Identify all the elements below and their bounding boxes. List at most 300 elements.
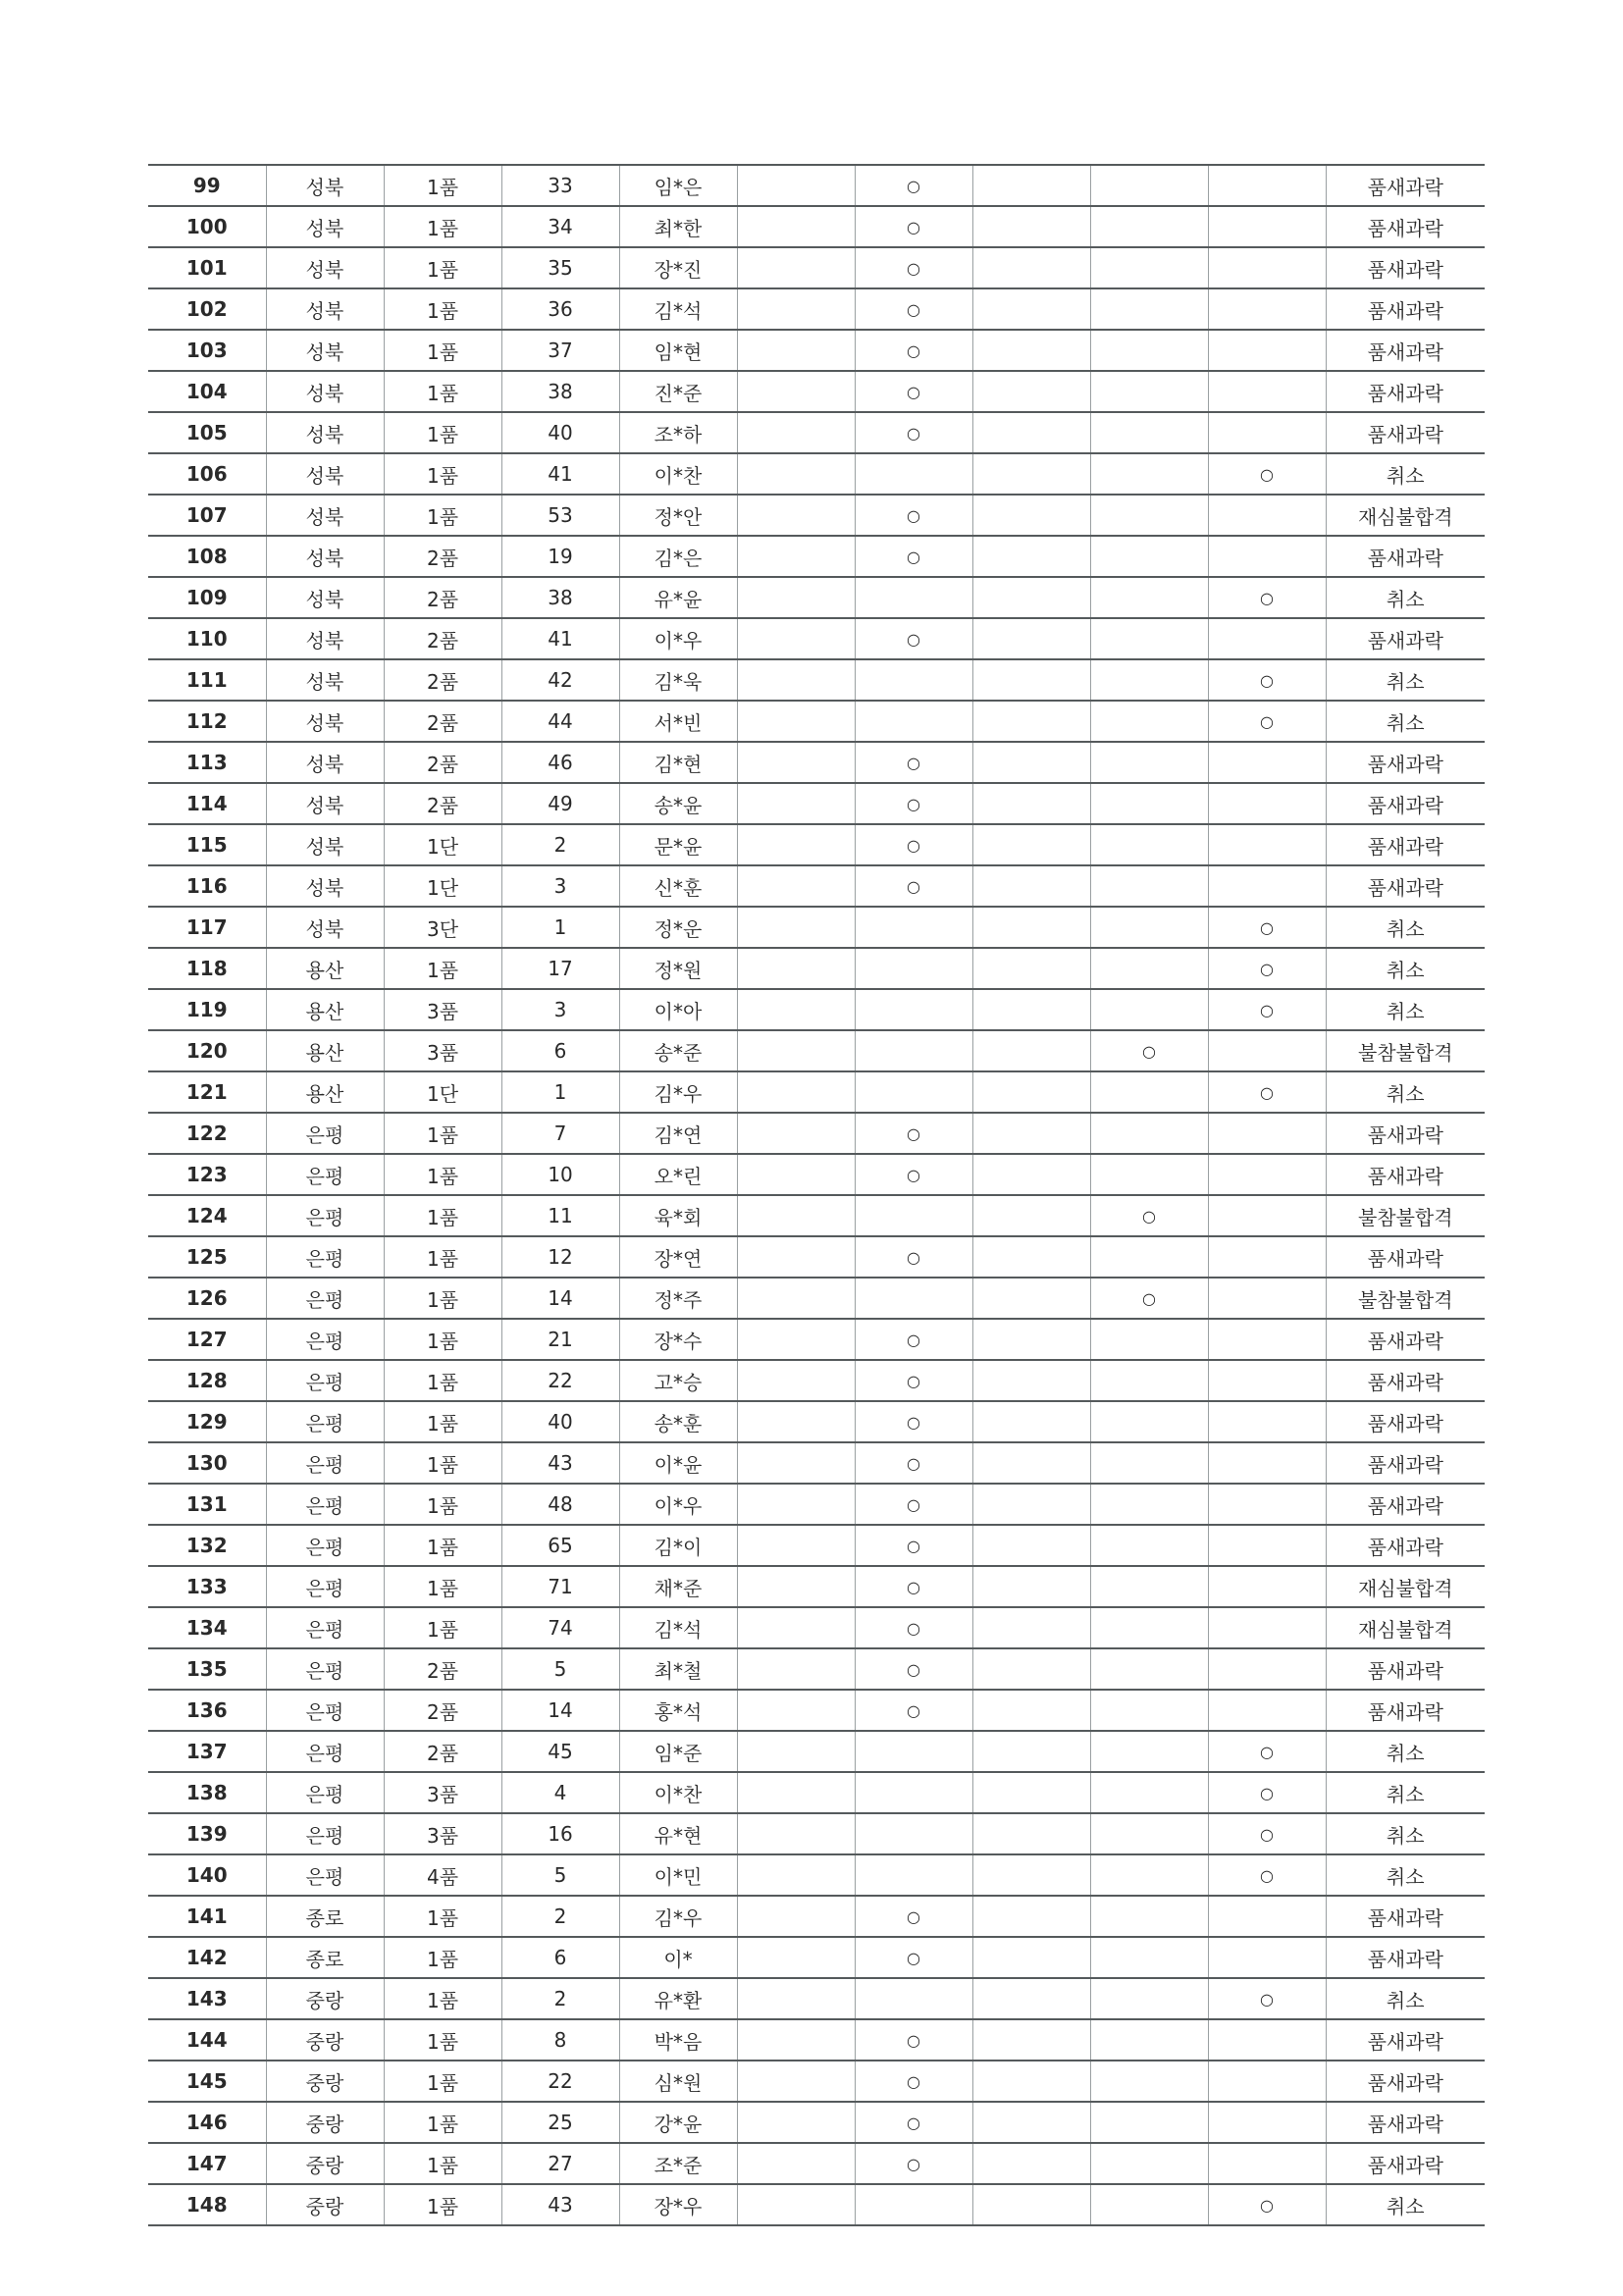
col-blank-cell [737, 1030, 855, 1071]
fail-mark-cell: ○ [855, 1896, 972, 1937]
col-blank-2-cell [972, 165, 1090, 206]
district-cell: 은평 [266, 1154, 384, 1195]
row-number-cell: 101 [148, 247, 266, 288]
grade-cell: 1품 [384, 1401, 501, 1442]
applicant-number-cell: 34 [501, 206, 619, 247]
row-number-cell: 110 [148, 618, 266, 659]
grade-cell: 1품 [384, 1607, 501, 1648]
district-cell: 용산 [266, 989, 384, 1030]
cancel-mark-cell [1208, 865, 1326, 907]
absent-mark-cell [1090, 247, 1208, 288]
result-cell: 품새과락 [1326, 1690, 1485, 1731]
applicant-number-cell: 22 [501, 1360, 619, 1401]
col-blank-2-cell [972, 1896, 1090, 1937]
cancel-mark-cell [1208, 618, 1326, 659]
fail-mark-cell: ○ [855, 1154, 972, 1195]
col-blank-2-cell [972, 1442, 1090, 1484]
table-row [148, 453, 1485, 495]
absent-mark-cell [1090, 2061, 1208, 2102]
row-number-cell: 130 [148, 1442, 266, 1484]
name-cell: 송*준 [619, 1030, 737, 1071]
name-cell: 김*욱 [619, 659, 737, 701]
col-blank-cell [737, 1195, 855, 1236]
cancel-mark-cell [1208, 824, 1326, 865]
result-cell: 품새과락 [1326, 618, 1485, 659]
col-blank-cell [737, 288, 855, 330]
absent-mark-cell: ○ [1090, 1278, 1208, 1319]
table-row [148, 330, 1485, 371]
cancel-mark-cell: ○ [1208, 701, 1326, 742]
cancel-mark-cell [1208, 1442, 1326, 1484]
result-cell: 취소 [1326, 948, 1485, 989]
col-blank-cell [737, 1401, 855, 1442]
absent-mark-cell [1090, 1113, 1208, 1154]
row-number-cell: 126 [148, 1278, 266, 1319]
name-cell: 이*찬 [619, 1772, 737, 1813]
col-blank-cell [737, 2143, 855, 2184]
fail-mark-cell [855, 948, 972, 989]
applicant-number-cell: 53 [501, 495, 619, 536]
row-number-cell: 120 [148, 1030, 266, 1071]
absent-mark-cell [1090, 701, 1208, 742]
applicant-number-cell: 8 [501, 2019, 619, 2061]
row-number-cell: 117 [148, 907, 266, 948]
applicant-number-cell: 12 [501, 1236, 619, 1278]
absent-mark-cell [1090, 165, 1208, 206]
cancel-mark-cell [1208, 1566, 1326, 1607]
applicant-number-cell: 35 [501, 247, 619, 288]
cancel-mark-cell [1208, 165, 1326, 206]
district-cell: 중랑 [266, 2184, 384, 2225]
table-row [148, 742, 1485, 783]
grade-cell: 1품 [384, 371, 501, 412]
grade-cell: 1품 [384, 165, 501, 206]
row-number-cell: 144 [148, 2019, 266, 2061]
fail-mark-cell [855, 1731, 972, 1772]
result-cell: 취소 [1326, 577, 1485, 618]
col-blank-cell [737, 1607, 855, 1648]
grade-cell: 1단 [384, 865, 501, 907]
table-row [148, 1690, 1485, 1731]
applicant-number-cell: 74 [501, 1607, 619, 1648]
col-blank-2-cell [972, 989, 1090, 1030]
result-cell: 품새과락 [1326, 412, 1485, 453]
applicant-number-cell: 11 [501, 1195, 619, 1236]
row-number-cell: 147 [148, 2143, 266, 2184]
cancel-mark-cell [1208, 1154, 1326, 1195]
applicant-number-cell: 5 [501, 1854, 619, 1896]
result-cell: 품새과락 [1326, 206, 1485, 247]
grade-cell: 4품 [384, 1854, 501, 1896]
fail-mark-cell: ○ [855, 1236, 972, 1278]
absent-mark-cell [1090, 1648, 1208, 1690]
name-cell: 이*우 [619, 618, 737, 659]
col-blank-cell [737, 1896, 855, 1937]
applicant-number-cell: 44 [501, 701, 619, 742]
col-blank-2-cell [972, 1484, 1090, 1525]
district-cell: 은평 [266, 1772, 384, 1813]
fail-mark-cell: ○ [855, 1690, 972, 1731]
absent-mark-cell [1090, 1813, 1208, 1854]
row-number-cell: 124 [148, 1195, 266, 1236]
cancel-mark-cell [1208, 247, 1326, 288]
table-row [148, 206, 1485, 247]
result-cell: 품새과락 [1326, 1236, 1485, 1278]
district-cell: 은평 [266, 1236, 384, 1278]
col-blank-2-cell [972, 577, 1090, 618]
grade-cell: 3품 [384, 1030, 501, 1071]
cancel-mark-cell [1208, 1319, 1326, 1360]
applicant-number-cell: 7 [501, 1113, 619, 1154]
fail-mark-cell: ○ [855, 412, 972, 453]
col-blank-cell [737, 1442, 855, 1484]
name-cell: 임*현 [619, 330, 737, 371]
applicant-number-cell: 6 [501, 1030, 619, 1071]
result-cell: 품새과락 [1326, 1154, 1485, 1195]
cancel-mark-cell [1208, 1937, 1326, 1978]
col-blank-cell [737, 1484, 855, 1525]
row-number-cell: 105 [148, 412, 266, 453]
cancel-mark-cell [1208, 371, 1326, 412]
grade-cell: 1품 [384, 2143, 501, 2184]
name-cell: 임*은 [619, 165, 737, 206]
row-number-cell: 115 [148, 824, 266, 865]
result-cell: 품새과락 [1326, 742, 1485, 783]
grade-cell: 2품 [384, 577, 501, 618]
grade-cell: 1품 [384, 1360, 501, 1401]
grade-cell: 1품 [384, 1525, 501, 1566]
result-cell: 재심불합격 [1326, 495, 1485, 536]
grade-cell: 1품 [384, 1442, 501, 1484]
name-cell: 육*회 [619, 1195, 737, 1236]
col-blank-cell [737, 618, 855, 659]
applicant-number-cell: 48 [501, 1484, 619, 1525]
absent-mark-cell [1090, 1690, 1208, 1731]
name-cell: 장*우 [619, 2184, 737, 2225]
col-blank-2-cell [972, 865, 1090, 907]
absent-mark-cell [1090, 989, 1208, 1030]
applicant-number-cell: 37 [501, 330, 619, 371]
table-row [148, 618, 1485, 659]
applicant-number-cell: 2 [501, 824, 619, 865]
cancel-mark-cell [1208, 1525, 1326, 1566]
col-blank-cell [737, 453, 855, 495]
col-blank-cell [737, 701, 855, 742]
result-cell: 품새과락 [1326, 1113, 1485, 1154]
result-cell: 재심불합격 [1326, 1607, 1485, 1648]
row-number-cell: 139 [148, 1813, 266, 1854]
col-blank-cell [737, 2184, 855, 2225]
row-number-cell: 122 [148, 1113, 266, 1154]
row-number-cell: 102 [148, 288, 266, 330]
result-cell: 품새과락 [1326, 1401, 1485, 1442]
name-cell: 김*은 [619, 536, 737, 577]
applicant-number-cell: 6 [501, 1937, 619, 1978]
grade-cell: 1품 [384, 1978, 501, 2019]
applicant-number-cell: 41 [501, 618, 619, 659]
col-blank-2-cell [972, 659, 1090, 701]
name-cell: 정*안 [619, 495, 737, 536]
col-blank-2-cell [972, 1731, 1090, 1772]
applicant-number-cell: 17 [501, 948, 619, 989]
row-number-cell: 118 [148, 948, 266, 989]
cancel-mark-cell [1208, 1195, 1326, 1236]
name-cell: 유*윤 [619, 577, 737, 618]
table-row [148, 989, 1485, 1030]
grade-cell: 1품 [384, 1896, 501, 1937]
district-cell: 은평 [266, 1690, 384, 1731]
applicant-number-cell: 21 [501, 1319, 619, 1360]
col-blank-cell [737, 2061, 855, 2102]
applicant-number-cell: 49 [501, 783, 619, 824]
fail-mark-cell [855, 453, 972, 495]
name-cell: 최*한 [619, 206, 737, 247]
col-blank-2-cell [972, 1195, 1090, 1236]
applicant-number-cell: 43 [501, 1442, 619, 1484]
cancel-mark-cell [1208, 1607, 1326, 1648]
district-cell: 성북 [266, 206, 384, 247]
col-blank-2-cell [972, 330, 1090, 371]
applicant-number-cell: 25 [501, 2102, 619, 2143]
col-blank-cell [737, 2102, 855, 2143]
district-cell: 용산 [266, 948, 384, 989]
name-cell: 김*석 [619, 1607, 737, 1648]
applicant-number-cell: 22 [501, 2061, 619, 2102]
district-cell: 성북 [266, 495, 384, 536]
result-cell: 품새과락 [1326, 783, 1485, 824]
table-row [148, 495, 1485, 536]
table-row [148, 2102, 1485, 2143]
row-number-cell: 104 [148, 371, 266, 412]
col-blank-cell [737, 1772, 855, 1813]
applicant-number-cell: 16 [501, 1813, 619, 1854]
absent-mark-cell [1090, 206, 1208, 247]
grade-cell: 1품 [384, 206, 501, 247]
col-blank-cell [737, 577, 855, 618]
result-cell: 품새과락 [1326, 1360, 1485, 1401]
fail-mark-cell [855, 1978, 972, 2019]
table-row [148, 1484, 1485, 1525]
col-blank-cell [737, 247, 855, 288]
cancel-mark-cell: ○ [1208, 1978, 1326, 2019]
col-blank-cell [737, 1360, 855, 1401]
cancel-mark-cell [1208, 1401, 1326, 1442]
col-blank-cell [737, 1113, 855, 1154]
absent-mark-cell [1090, 1854, 1208, 1896]
row-number-cell: 109 [148, 577, 266, 618]
applicant-number-cell: 43 [501, 2184, 619, 2225]
applicant-number-cell: 40 [501, 1401, 619, 1442]
fail-mark-cell: ○ [855, 288, 972, 330]
table-row [148, 1648, 1485, 1690]
row-number-cell: 146 [148, 2102, 266, 2143]
result-cell: 취소 [1326, 453, 1485, 495]
col-blank-2-cell [972, 2019, 1090, 2061]
col-blank-2-cell [972, 453, 1090, 495]
col-blank-2-cell [972, 247, 1090, 288]
absent-mark-cell [1090, 577, 1208, 618]
table-row [148, 2143, 1485, 2184]
district-cell: 은평 [266, 1113, 384, 1154]
result-cell: 불참불합격 [1326, 1278, 1485, 1319]
table-row [148, 1813, 1485, 1854]
cancel-mark-cell [1208, 1278, 1326, 1319]
result-cell: 품새과락 [1326, 247, 1485, 288]
grade-cell: 1품 [384, 1319, 501, 1360]
table-row [148, 1278, 1485, 1319]
col-blank-2-cell [972, 1648, 1090, 1690]
district-cell: 은평 [266, 1319, 384, 1360]
col-blank-cell [737, 1236, 855, 1278]
absent-mark-cell [1090, 1154, 1208, 1195]
table-row [148, 412, 1485, 453]
name-cell: 송*훈 [619, 1401, 737, 1442]
name-cell: 이*찬 [619, 453, 737, 495]
cancel-mark-cell [1208, 330, 1326, 371]
applicant-number-cell: 38 [501, 371, 619, 412]
applicant-number-cell: 19 [501, 536, 619, 577]
cancel-mark-cell [1208, 1648, 1326, 1690]
absent-mark-cell [1090, 2143, 1208, 2184]
row-number-cell: 112 [148, 701, 266, 742]
table-row [148, 1854, 1485, 1896]
fail-mark-cell: ○ [855, 1484, 972, 1525]
absent-mark-cell [1090, 1071, 1208, 1113]
row-number-cell: 106 [148, 453, 266, 495]
grade-cell: 1품 [384, 2019, 501, 2061]
name-cell: 유*환 [619, 1978, 737, 2019]
table-row [148, 1030, 1485, 1071]
result-cell: 품새과락 [1326, 1896, 1485, 1937]
result-cell: 품새과락 [1326, 1937, 1485, 1978]
fail-mark-cell [855, 907, 972, 948]
fail-mark-cell: ○ [855, 371, 972, 412]
grade-cell: 2품 [384, 536, 501, 577]
grade-cell: 1품 [384, 247, 501, 288]
applicant-number-cell: 14 [501, 1690, 619, 1731]
grade-cell: 1품 [384, 495, 501, 536]
fail-mark-cell: ○ [855, 824, 972, 865]
fail-mark-cell: ○ [855, 330, 972, 371]
name-cell: 심*원 [619, 2061, 737, 2102]
cancel-mark-cell [1208, 2143, 1326, 2184]
row-number-cell: 148 [148, 2184, 266, 2225]
district-cell: 성북 [266, 165, 384, 206]
fail-mark-cell: ○ [855, 1360, 972, 1401]
table-row [148, 1772, 1485, 1813]
district-cell: 성북 [266, 288, 384, 330]
col-blank-2-cell [972, 701, 1090, 742]
district-cell: 성북 [266, 701, 384, 742]
cancel-mark-cell [1208, 2061, 1326, 2102]
name-cell: 장*진 [619, 247, 737, 288]
row-number-cell: 129 [148, 1401, 266, 1442]
col-blank-cell [737, 412, 855, 453]
absent-mark-cell [1090, 1566, 1208, 1607]
fail-mark-cell: ○ [855, 742, 972, 783]
district-cell: 성북 [266, 412, 384, 453]
fail-mark-cell: ○ [855, 1937, 972, 1978]
cancel-mark-cell: ○ [1208, 907, 1326, 948]
applicant-number-cell: 36 [501, 288, 619, 330]
col-blank-2-cell [972, 1772, 1090, 1813]
result-cell: 품새과락 [1326, 288, 1485, 330]
col-blank-cell [737, 1813, 855, 1854]
grade-cell: 1품 [384, 2184, 501, 2225]
name-cell: 김*우 [619, 1071, 737, 1113]
result-cell: 재심불합격 [1326, 1566, 1485, 1607]
cancel-mark-cell [1208, 288, 1326, 330]
cancel-mark-cell: ○ [1208, 989, 1326, 1030]
name-cell: 서*빈 [619, 701, 737, 742]
col-blank-2-cell [972, 1154, 1090, 1195]
fail-mark-cell: ○ [855, 618, 972, 659]
result-cell: 취소 [1326, 2184, 1485, 2225]
col-blank-2-cell [972, 2184, 1090, 2225]
district-cell: 성북 [266, 453, 384, 495]
district-cell: 은평 [266, 1442, 384, 1484]
absent-mark-cell [1090, 742, 1208, 783]
absent-mark-cell [1090, 1896, 1208, 1937]
fail-mark-cell [855, 989, 972, 1030]
table-row [148, 1525, 1485, 1566]
cancel-mark-cell [1208, 536, 1326, 577]
name-cell: 조*준 [619, 2143, 737, 2184]
col-blank-2-cell [972, 288, 1090, 330]
table-row [148, 1566, 1485, 1607]
row-number-cell: 133 [148, 1566, 266, 1607]
col-blank-2-cell [972, 907, 1090, 948]
result-cell: 취소 [1326, 659, 1485, 701]
row-number-cell: 141 [148, 1896, 266, 1937]
fail-mark-cell: ○ [855, 165, 972, 206]
row-number-cell: 125 [148, 1236, 266, 1278]
cancel-mark-cell [1208, 1896, 1326, 1937]
row-number-cell: 123 [148, 1154, 266, 1195]
name-cell: 고*승 [619, 1360, 737, 1401]
result-cell: 품새과락 [1326, 1484, 1485, 1525]
fail-mark-cell: ○ [855, 1113, 972, 1154]
col-blank-2-cell [972, 1937, 1090, 1978]
row-number-cell: 127 [148, 1319, 266, 1360]
result-cell: 취소 [1326, 1813, 1485, 1854]
district-cell: 용산 [266, 1071, 384, 1113]
result-cell: 품새과락 [1326, 536, 1485, 577]
cancel-mark-cell [1208, 742, 1326, 783]
table-row [148, 1319, 1485, 1360]
absent-mark-cell [1090, 330, 1208, 371]
applicant-number-cell: 42 [501, 659, 619, 701]
applicant-number-cell: 33 [501, 165, 619, 206]
absent-mark-cell [1090, 2184, 1208, 2225]
fail-mark-cell: ○ [855, 495, 972, 536]
absent-mark-cell [1090, 536, 1208, 577]
cancel-mark-cell [1208, 1236, 1326, 1278]
col-blank-cell [737, 1525, 855, 1566]
col-blank-2-cell [972, 1236, 1090, 1278]
table-row [148, 1607, 1485, 1648]
col-blank-cell [737, 865, 855, 907]
district-cell: 성북 [266, 371, 384, 412]
absent-mark-cell [1090, 659, 1208, 701]
col-blank-2-cell [972, 2102, 1090, 2143]
row-number-cell: 111 [148, 659, 266, 701]
col-blank-cell [737, 330, 855, 371]
fail-mark-cell: ○ [855, 206, 972, 247]
district-cell: 중랑 [266, 2061, 384, 2102]
district-cell: 은평 [266, 1813, 384, 1854]
cancel-mark-cell [1208, 2102, 1326, 2143]
